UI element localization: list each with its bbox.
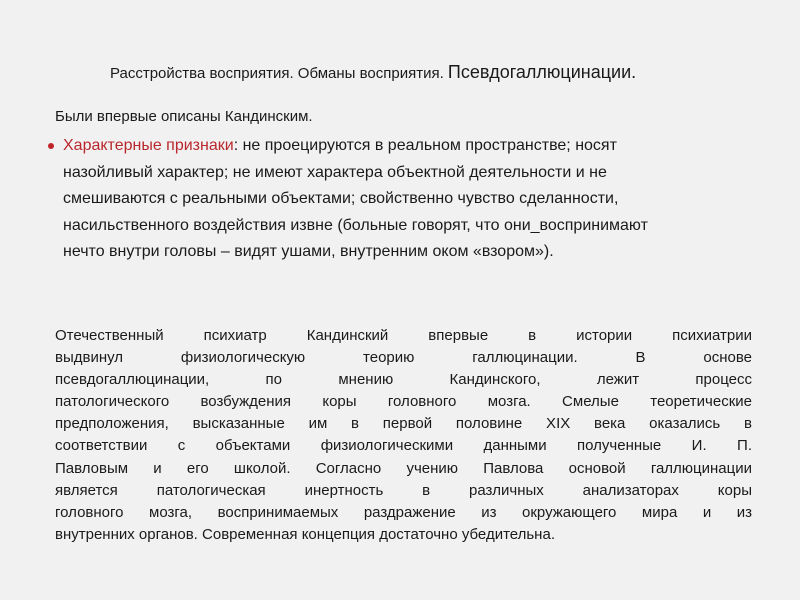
paragraph-line: предположения, высказанные им в первой половине XIX века оказались в <box>55 415 752 433</box>
paragraph-line: выдвинул физиологическую теорию галлюцинации. В основе <box>55 349 752 367</box>
paragraph-line: патологического возбуждения коры головного мозга. Смелые теоретические <box>55 393 752 411</box>
bullet-item <box>48 133 768 266</box>
paragraph-line: внутренних органов. Современная концепция достаточно убедительна. <box>55 525 555 543</box>
bullet-line: назойливый характер; не имеют характера объектной деятельности и не <box>63 163 607 181</box>
bullet-line: нечто внутри головы – видят ушами, внутренним оком «взором»). <box>63 243 554 260</box>
bullet-line <box>63 133 768 160</box>
intro-text: Были впервые описаны Кандинским. <box>55 108 313 125</box>
bullet-highlight: Характерные признаки <box>63 137 234 154</box>
paragraph-line: соответствии с объектами физиологическими данными полученные И. П. <box>55 437 752 455</box>
paragraph-line: головного мозга, воспринимаемых раздражение из окружающего мира и из <box>55 503 752 521</box>
bullet-line-1-rest: : не проецируются в реальном пространстве; носят <box>233 137 617 154</box>
bullet-line: насильственного воздействия извне (больные говорят, что они_воспринимают <box>63 216 648 234</box>
paragraph-line: Павловым и его школой. Согласно учению Павлова основой галлюцинации <box>55 459 752 477</box>
paragraph-line: Отечественный психиатр Кандинский впервые в истории психиатрии <box>55 327 752 344</box>
bullet-line: смешиваются с реальными объектами; свойственно чувство сделанности, <box>63 190 619 207</box>
bullet-text <box>63 133 768 266</box>
paragraph-line: является патологическая инертность в различных анализаторах коры <box>55 481 752 499</box>
title-part-2: Псевдогаллюцинации. <box>447 62 637 82</box>
body-paragraph <box>55 325 752 546</box>
slide-title <box>110 62 636 83</box>
paragraph-line: псевдогаллюцинации, по мнению Кандинского, лежит процесс <box>55 371 752 389</box>
bullet-dot-icon <box>48 143 54 149</box>
title-part-1: Расстройства восприятия. Обманы восприятия. <box>110 65 448 82</box>
